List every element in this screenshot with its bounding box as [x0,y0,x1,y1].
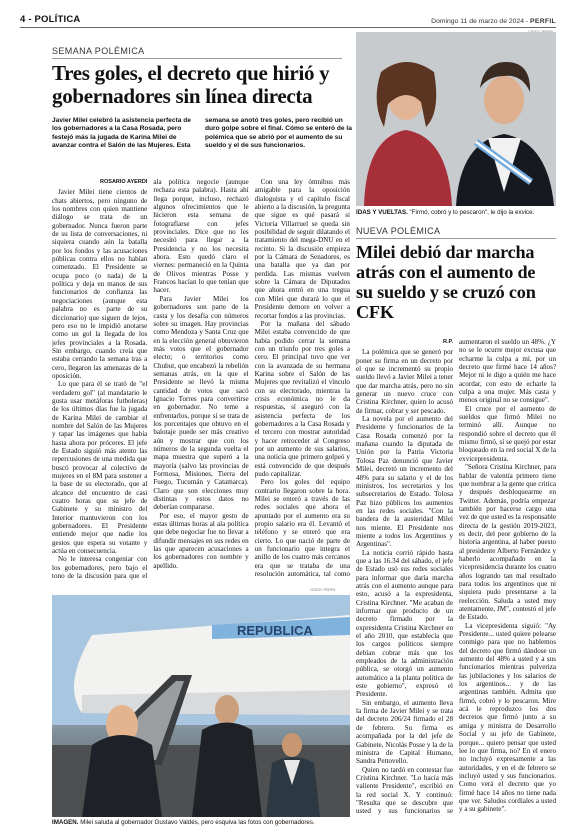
right-caption-label: IDAS Y VUELTAS. [356,209,408,216]
cfk-milei-photo [356,32,556,206]
second-byline: R.P. [443,339,453,345]
big-photo-caption [52,819,350,826]
main-headline: Tres goles, el decreto que hirió y gobernadores sin línea directa [52,61,330,108]
section-label: 4 - POLÍTICA [20,14,81,25]
second-paragraph: La vicepresidenta siguió: "Ay Presidente... usted quiere pelearse conmigo para que no hablemos del decreto que firmó dándose un aumento del 48% a usted y a sus funcionarios mientras pulveriza las jubilaciones y los salarios de los argentinos... y de las argentinas también. Admita que firmó, cobró y lo pescaron. Mire acá le reproduzco los dos decretos que firmó junto a su amiga y ministra de Desarrollo Social y su jefe de Gabinete, porque... quiero pensar que usted lee lo que firma, no? En el enero no incluyó expresamente a las autoridades, y en el de febrero se incluyó usted y sus funcionarios. Como verá el decreto que yo firmé hace 14 años no tiene nada que ver. Saludos cordiales a usted y a su gabinete". [459,621,556,814]
main-kicker: SEMANA POLÉMICA [52,46,145,56]
main-paragraph: No le interesa congeniar con los gobernadores, pero bajo el tono de la discusión para que el ala política negocie (aunque rechaza esta palabra). Hasta ahí llega porque, incluso, rechazó algunos ofrecimientos que le hicieron esta semana de fotografiarse con jefes provinciales. Dice que no les necesitó para llegar a la Presidencia y no los necesita ahora. Esto quedó claro el viernes: permaneció en la Quinta de Olivos mientras Posse y Francos hacían lo que tenían que hacer. [52,178,249,581]
second-kicker: NUEVA POLÉMICA [356,226,441,236]
second-paragraph: Sin embargo, el aumento lleva la firma de Javier Milei y se trata del decreto 206/24 firmado el 28 de febrero. Su firma es acompañada por la del jefe de Gabinete, Nicolás Posse y la de la ministra de Capital Humano, Sandra Pettovello. [356,698,453,766]
second-paragraph: El cruce por el aumento de sueldos que firmó Milei no terminó allí. Aunque no respondió sobre el decreto que él mismo firmó, sí se quejó por estar bloqueado en la red social X de la exvicepresidenta. [459,404,556,463]
main-paragraph: Javier Milei tiene cientos de chats abiertos, pero ninguno de los nombres con quien mantiene diálogo se trata de un gobernador. Nunca fueron parte de su lista de conversaciones, ni siquiera cuando aún la batalla por los fondos y las acusaciones públicas contra ellos no habían comenzado. El Presidente se ocupa poco (o nada) de la política y deja en manos de sus funcionarios de confianza las negociaciones (aunque esta palabra no es parte de su diccionario) que siguen de lejos, pero eso no le impidió anotarse como un gol la llegada de los jefes provinciales a la Rosada. Sin embargo, cuando creía que estaba cerrando la semana tras a cero, llegaron las amenazas de la oposición. [52,188,148,380]
photo-illustration [52,595,350,817]
main-article-body [52,178,350,582]
main-paragraph: Lo que para él se trató de "el verdadero gol" (al mandatario le gusta usar metáforas futboleras) de los últimos días fue la jugada de Karina Milei de cambiar el nombre del Salón de las Mujeres y tapar las imágenes que había hasta ahora por próceres. El jefe de Estado siguió más atento las repercusiones de una medida que buscó provocar al colectivo de mujeres en el 8M para sostener a la base de su electorado, que al alcance del encuentro de casi cuatro horas que su jefe de Gabinete y su ministro del Interior mantuvieron con los gobernadores. El Presidente entiende mejor que nadie los gestos que espera su votante y actúa en consecuencia. [52,380,148,556]
second-paragraph: La noticia corrió rápido hasta que a las 16.34 del sábado, el jefe de Estado usó sus redes sociales para informar que daría marcha atrás con el aumento aunque para esto, acusó a la expresidenta, Cristina Kirchner. "Me acaban de informar que producto de un decreto firmado por la expresidenta Cristina Kirchner en el año 2010, que establecía que los cargos políticos siempre debían cobrar más que los empleados de la administración pública, se otorgó un aumento automático a la planta política de este gobierno", expresó el Presidente. [356,548,453,699]
main-paragraph: Pero los goles del equipo contrario llegaron sobre la hora. Milei se enteró a través de las redes sociales que ahora el apuntado por el aumento era su propio salario era él. Levantó el teléfono y se enteró que era cierto. Lo que nació de parte de un funcionario que integra el anillo de los cuatro más cercanos era que se trataba de una resolución automática, tal como [254,478,350,579]
second-paragraph: La polémica que se generó por poner su firma en un decreto por el que se incrementó su propio sueldo llevó a Javier Milei a tener que dar marcha atrás, pero no sin generar un nuevo cruce con Cristina Kirchner, quien lo acusó de firmar, cobrar y ser pescado. [356,348,453,415]
main-paragraph: Por la mañana del sábado Milei estaba convencido de que había podido cerrar la semana con un triunfo por tres goles a cero. El principal tuvo que ver con la avanzada de su hermana Karina sobre el Salón de las Mujeres que revitalizó el vínculo con su electorado, mientras la crisis económica no le da respuestas, sí aseguró con la asistencia perfecta de los gobernadores a la Casa Rosada y el tercero con mostrar autoridad y hacer retroceder al Congreso por un aumento de sus salarios, una noticia que primero golpeó y está convencido de que después pudo capitalizar. [254,319,350,479]
second-headline: Milei debió dar marcha atrás con el aumento de su sueldo y se cruzó con CFK [356,242,536,322]
main-paragraph: Con una ley ómnibus más amigable para la oposición dialoguista y el capítulo fiscal abierto a la discusión, la pregunta que sigue es qué pasará si Victoria Villarruel se queda sin posibilidad de seguir dilatando el tratamiento del mega-DNU en el recinto. Si la discusión empieza por la Cámara de Senadores, es una batalla que ya dan por perdida. Las mismas vuelven sobre la Cámara de Diputados que ahora entró en una tregua con Milei que durará lo que el Presidente demore en volver a recortar fondos a las provincias. [254,178,350,320]
second-paragraph: Quien no tardó en contestar fue Cristina Kirchner. "Lo hacía más valiente Presidente", escribió en la red social X. Y continuó: "Resulta que se descubre que usted y sus funcionarios se aumentaron el sueldo un 48%. ¿Y no se le ocurre mejor excusa que echarme la culpa a mí, por un decreto que firmé hace 14 años? Mejor ni le digo a quién me hace acordar, con esto de echarle la culpa a una mujer. Más casta y menos original no se consigue". [356,338,556,816]
right-photo-caption [356,209,556,216]
plane-text: REPUBLICA [237,623,313,638]
big-caption-text: Milei saluda al gobernador Gustavo Valdés, pero esquiva las fotos con gobernadores. [80,819,315,826]
photo-illustration-right [356,32,556,206]
big-caption-label: IMAGEN. [52,819,79,826]
page-header [20,12,556,28]
second-paragraph: "Señora Cristina Kirchner, para hablar de valentía primero tiene que nombrar a la gente que critica y después desbloquearme en Twitter. Además, podría empezar también por hacerse cargo una vez de que usted es la responsable directa de la gestión 2019-2023, es decir, del peor gobierno de la historia argentina, al haber puesto al presidente Alberto Fernández y haberlo acompañado en la vicepresidencia durante los cuatro años logrando tan mal resultado para todos los argentinos que ni siquiera pudo presentarse a la reelección. Saluda a usted muy atentamente, JM", contestó el jefe de Estado. [459,463,556,622]
main-subtitle: Javier Milei celebró la asistencia perfecta de los gobernadores a la Casa Rosada, pero festejó más la jugada de Karina Milei de avanzar contra el Salón de las Mujeres. Esta semana se anotó tres goles, pero recibió un duro golpe sobre el final. Cómo se enteró de la polémica que se abrió por el aumento de su sueldo y el de sus funcionarios. [52,117,352,149]
paper-name: PERFIL [530,18,556,25]
main-paragraph: Para Javier Milei los gobernadores son parte de la casta y los desafía con números sobre su imagen. Hay provincias como Mendoza y Santa Cruz que en la elección general obtuvieron más votos que el gobernador electo; o territorios como Chubut, que encabezó la rebelión semanas atrás, en la que el Presidente se llevó la misma cantidad de votos que sacó Ignacio Torres para convertirse en gobernador. No teme a enfrentarlos, porque sí se trata de los porcentajes que obtuvo en el balotaje puede ser más creativo aún y mostrar que con los números de la segunda vuelta el mapa muestra que superó a la mayoría (salvo las provincias de Formosa, Misiones, Tierra del Fuego, Tucumán y Catamarca). Claro que son elecciones muy distintas y estos datos no deberían compararse. [153,294,249,512]
second-paragraph: La novela por el aumento del Presidente y funcionarios de la Casa Rosada comenzó por la mañana cuando la diputada de Unión por la Patria Victoria Tolosa Paz denunció que Javier Milei, decretó un incremento del 48% para su salario y el de los ministros, los secretarios y los subsecretarios de Estado. Tolosa Paz hizo públicos los aumentos en las redes sociales. "Con la bandera de la austeridad Milei nos miente. El Presidente nos miente a todos los Argentinos y Argentinas". [356,415,453,549]
date-text: Domingo 11 de marzo de 2024 - [431,18,529,25]
main-byline: ROSARIO AYERDI [100,179,148,185]
second-article-body [356,338,556,825]
milei-airport-photo [52,595,350,817]
date-line [431,18,556,25]
right-caption-text: "Firmó, cobró y lo pescaron", le dijo la exvice. [409,209,535,216]
main-paragraph: Por eso, el mayor gesto de estas últimas horas al ala política que debe negociar fue no llevar a difundir mensajes en sus redes en las que aparecen acusaciones a los gobernadores con nombre y apellido. [153,511,249,570]
photo-credit-mid: CEDOC PERFIL [310,588,336,592]
